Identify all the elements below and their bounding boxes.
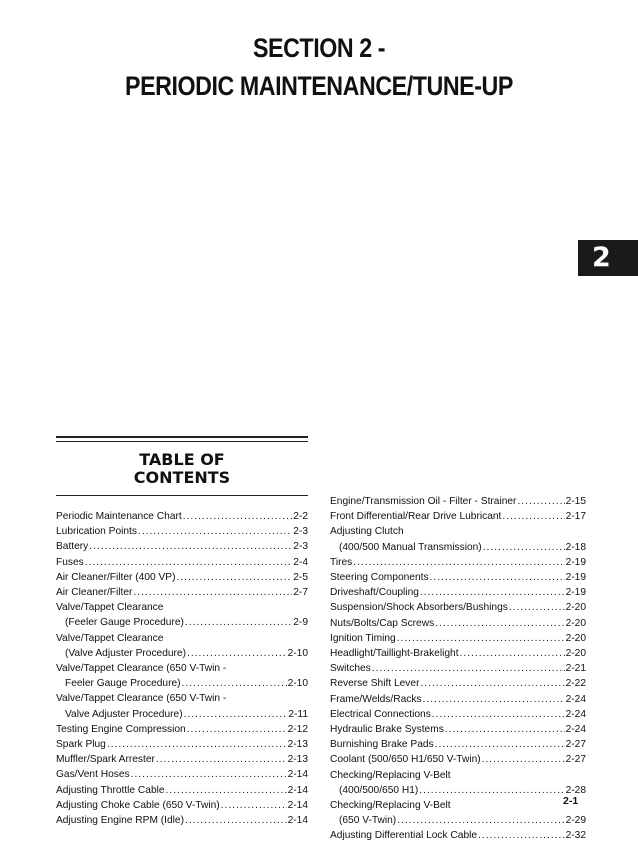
toc-entry (56, 752, 308, 767)
toc-entry-page: 2-20 (565, 602, 586, 614)
toc-entry-label: Testing Engine Compression (56, 723, 186, 735)
toc-entry (56, 570, 308, 585)
toc-entry-page: 2-21 (565, 663, 586, 675)
toc-entry-label: Electrical Connections (330, 708, 431, 720)
toc-top-rule-thin (56, 441, 308, 442)
toc-entry (56, 631, 308, 646)
toc-entry (56, 539, 308, 554)
toc-entry-page: 2-22 (565, 678, 586, 690)
toc-entry (56, 646, 308, 661)
toc-dot-leader (176, 570, 292, 585)
toc-dot-leader (502, 509, 564, 524)
toc-dot-leader (85, 555, 293, 570)
toc-entry (330, 555, 586, 570)
toc-dot-leader (509, 600, 565, 615)
toc-entry-page: 2-14 (287, 784, 308, 796)
toc-entry-page: 2-5 (293, 571, 308, 583)
toc-dot-leader (353, 555, 564, 570)
toc-heading-line1: TABLE OF (139, 450, 225, 469)
toc-entry-page: 2-24 (565, 693, 586, 705)
toc-entry (56, 767, 308, 782)
toc-entry-page: 2-19 (565, 556, 586, 568)
toc-entry-label: Frame/Welds/Racks (330, 693, 422, 705)
toc-entry (56, 798, 308, 813)
toc-entry-page: 2-24 (565, 708, 586, 720)
toc-entry-label: Tires (330, 556, 353, 568)
toc-entry (330, 798, 586, 813)
toc-entry (56, 615, 308, 630)
toc-entry-label: Valve Adjuster Procedure) (65, 708, 183, 720)
toc-dot-leader (423, 692, 565, 707)
toc-entry-page: 2-17 (565, 511, 586, 523)
toc-dot-leader (184, 707, 288, 722)
toc-entry-page: 2-19 (565, 572, 586, 584)
toc-dot-leader (435, 737, 565, 752)
toc-right-column (330, 494, 586, 844)
toc-entry-page: 2-27 (565, 739, 586, 751)
toc-entry-label: Air Cleaner/Filter (400 VP) (56, 571, 176, 583)
toc-entry-page: 2-18 (565, 541, 586, 553)
toc-entry (330, 509, 586, 524)
toc-dot-leader (445, 722, 565, 737)
toc-entry-label: Checking/Replacing V-Belt (330, 800, 451, 812)
toc-dot-leader (420, 676, 564, 691)
toc-entry-label: Reverse Shift Lever (330, 678, 420, 690)
toc-entry (330, 524, 586, 539)
toc-entry (56, 600, 308, 615)
toc-entry (330, 692, 586, 707)
toc-entry (330, 540, 586, 555)
toc-entry-page: 2-10 (287, 647, 308, 659)
toc-entry (330, 631, 586, 646)
toc-dot-leader (187, 646, 287, 661)
toc-entry-page: 2-10 (287, 678, 308, 690)
toc-entry-page: 2-20 (565, 617, 586, 629)
toc-entry-label: Adjusting Clutch (330, 526, 404, 538)
section-tab-marker: 2 (578, 240, 638, 276)
toc-entry (56, 585, 308, 600)
toc-entry (330, 646, 586, 661)
toc-entry (330, 737, 586, 752)
toc-entry-page: 2-3 (293, 526, 308, 538)
toc-entry-label: Valve/Tappet Clearance (650 V-Twin - (56, 693, 227, 705)
toc-entry-page: 2-11 (288, 708, 308, 720)
toc-top-rule-thick (56, 436, 308, 438)
toc-entry-page: 2-14 (287, 799, 308, 811)
toc-entry-label: Feeler Gauge Procedure) (65, 678, 181, 690)
toc-entry (56, 737, 308, 752)
toc-entry-page: 2-9 (293, 617, 308, 629)
toc-dot-leader (517, 494, 564, 509)
toc-entry-label: Driveshaft/Coupling (330, 587, 419, 599)
toc-entry (56, 524, 308, 539)
toc-entry (330, 828, 586, 843)
toc-entry-label: Ignition Timing (330, 632, 396, 644)
toc-entry (330, 752, 586, 767)
toc-entry (330, 783, 586, 798)
toc-dot-leader (156, 752, 287, 767)
toc-entry-label: Adjusting Differential Lock Cable (330, 830, 478, 842)
toc-entry (56, 509, 308, 524)
toc-entry-label: Spark Plug (56, 739, 106, 751)
toc-entry-label: Adjusting Engine RPM (Idle) (56, 815, 184, 827)
toc-entry (56, 555, 308, 570)
toc-entry-label: Hydraulic Brake Systems (330, 724, 444, 736)
toc-entry (56, 722, 308, 737)
toc-entry-label: Burnishing Brake Pads (330, 739, 434, 751)
toc-entry-label: Valve/Tappet Clearance (650 V-Twin - (56, 663, 227, 675)
toc-dot-leader (182, 676, 287, 691)
toc-entry-page: 2-28 (565, 784, 586, 796)
toc-entry-label: Gas/Vent Hoses (56, 769, 130, 781)
toc-entry (56, 707, 308, 722)
toc-entry-label: Nuts/Bolts/Cap Screws (330, 617, 435, 629)
toc-entry-label: Air Cleaner/Filter (56, 587, 133, 599)
toc-entry-label: Periodic Maintenance Chart (56, 511, 182, 522)
toc-entry-page: 2-14 (287, 769, 308, 781)
toc-dot-leader (185, 615, 292, 630)
toc-entry-label: (400/500/650 H1) (339, 784, 419, 796)
toc-entry-page: 2-32 (565, 830, 586, 842)
toc-entry-page: 2-4 (293, 556, 308, 568)
toc-entry (330, 570, 586, 585)
toc-entry (330, 707, 586, 722)
toc-entry-label: (400/500 Manual Transmission) (339, 541, 482, 553)
toc-entry (330, 585, 586, 600)
toc-dot-leader (397, 813, 564, 828)
toc-entry-page: 2-13 (287, 739, 308, 751)
toc-entry-page: 2-29 (565, 815, 586, 827)
toc-dot-leader (131, 767, 287, 782)
toc-entry (330, 616, 586, 631)
toc-left-column (56, 509, 308, 828)
toc-entry-page: 2-2 (293, 511, 308, 522)
toc-entry-label: Valve/Tappet Clearance (56, 632, 164, 644)
toc-dot-leader (221, 798, 287, 813)
toc-dot-leader (482, 752, 565, 767)
toc-entry-label: Adjusting Choke Cable (650 V-Twin) (56, 799, 220, 811)
toc-entry (56, 661, 308, 676)
toc-entry-label: (Valve Adjuster Procedure) (65, 647, 186, 659)
toc-dot-leader (183, 509, 293, 524)
toc-dot-leader (430, 570, 565, 585)
toc-entry-label: Engine/Transmission Oil - Filter - Strainer (330, 496, 517, 507)
toc-entry-label: Lubrication Points (56, 526, 137, 538)
toc-entry-label: Valve/Tappet Clearance (56, 602, 164, 614)
toc-entry-label: Muffler/Spark Arrester (56, 754, 155, 766)
toc-entry-label: Coolant (500/650 H1/650 V-Twin) (330, 754, 481, 766)
toc-dot-leader (133, 585, 292, 600)
toc-dot-leader (420, 585, 565, 600)
toc-entry-page: 2-24 (565, 724, 586, 736)
toc-dot-leader (89, 539, 292, 554)
section-name-title: PERIODIC MAINTENANCE/TUNE-UP (125, 71, 513, 101)
toc-entry-label: Switches (330, 663, 371, 675)
toc-entry-page: 2-13 (287, 754, 308, 766)
toc-entry-label: Fuses (56, 556, 84, 568)
toc-entry-page: 2-27 (565, 754, 586, 766)
toc-entry-label: Adjusting Throttle Cable (56, 784, 165, 796)
toc-dot-leader (107, 737, 287, 752)
toc-entry (330, 494, 586, 509)
toc-entry-label: Suspension/Shock Absorbers/Bushings (330, 602, 508, 614)
toc-entry-page: 2-15 (565, 496, 586, 507)
toc-heading-line2: CONTENTS (133, 468, 231, 487)
toc-entry (330, 768, 586, 783)
toc-entry-label: (650 V-Twin) (339, 815, 397, 827)
toc-dot-leader (435, 616, 564, 631)
toc-dot-leader (432, 707, 565, 722)
toc-entry-label: (Feeler Gauge Procedure) (65, 617, 184, 629)
toc-entry (330, 813, 586, 828)
section-number-title: SECTION 2 - (252, 33, 386, 63)
toc-entry-page: 2-14 (287, 815, 308, 827)
toc-dot-leader (460, 646, 565, 661)
toc-entry-page: 2-20 (565, 632, 586, 644)
toc-entry-label: Front Differential/Rear Drive Lubricant (330, 511, 502, 523)
toc-dot-leader (483, 540, 565, 555)
toc-entry-label: Battery (56, 541, 89, 553)
toc-entry-page: 2-20 (565, 648, 586, 660)
toc-dot-leader (397, 631, 565, 646)
toc-entry-label: Steering Components (330, 572, 429, 584)
toc-entry (56, 783, 308, 798)
toc-dot-leader (138, 524, 292, 539)
toc-entry-page: 2-3 (293, 541, 308, 553)
toc-entry-page: 2-12 (287, 723, 308, 735)
toc-dot-leader (478, 828, 565, 843)
toc-entry-page: 2-19 (565, 587, 586, 599)
toc-entry (330, 661, 586, 676)
toc-entry-label: Checking/Replacing V-Belt (330, 769, 451, 781)
toc-entry-label: Headlight/Taillight-Brakelight (330, 648, 459, 660)
toc-entry (330, 600, 586, 615)
page-number: 2-1 (563, 795, 579, 807)
toc-entry (56, 691, 308, 706)
toc-bottom-rule (56, 495, 308, 496)
toc-entry (56, 676, 308, 691)
toc-dot-leader (166, 783, 287, 798)
toc-entry-page: 2-7 (293, 587, 308, 599)
toc-entry (330, 722, 586, 737)
toc-dot-leader (419, 783, 564, 798)
toc-dot-leader (372, 661, 565, 676)
toc-dot-leader (187, 722, 287, 737)
toc-entry (330, 676, 586, 691)
